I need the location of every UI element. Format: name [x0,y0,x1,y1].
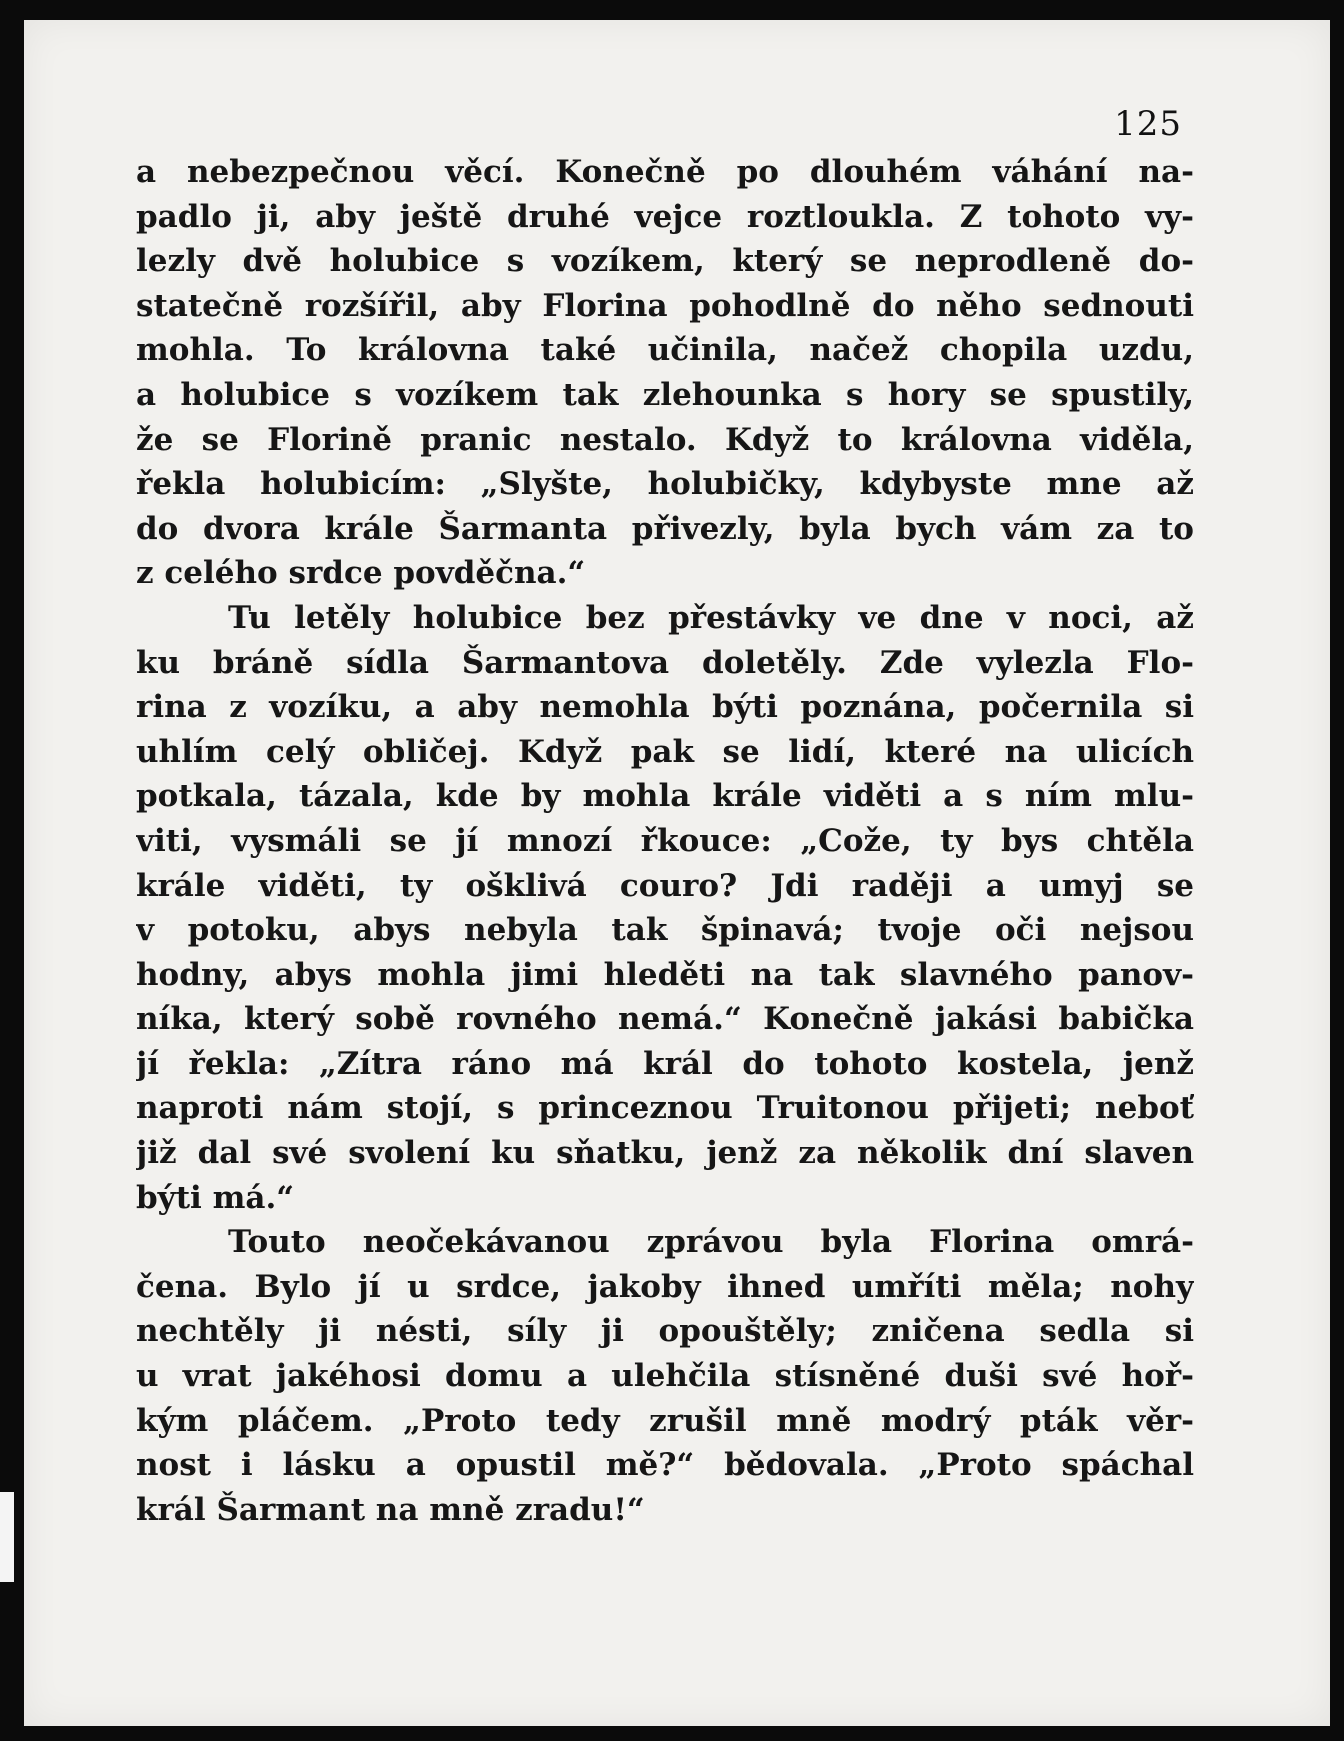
text-line: a holubice s vozíkem tak zlehounka s hory se spustily, [136,376,1194,413]
scan-edge-strip [0,1492,14,1582]
text-line: krále viděti, ty ošklivá couro? Jdi raději a umyj se [136,867,1194,904]
text-line: býti má.“ [136,1179,295,1216]
text-line: již dal své svolení ku sňatku, jenž za několik dní slaven [136,1135,1194,1172]
text-line: statečně rozšířil, aby Florina pohodlně do něho sednouti [136,287,1194,324]
text-line: v potoku, abys nebyla tak špinavá; tvoje oči nejsou [136,912,1194,949]
text-line: do dvora krále Šarmanta přivezly, byla bych vám za to [136,510,1194,547]
text-line: padlo ji, aby ještě druhé vejce roztloukla. Z tohoto vy- [136,198,1194,235]
text-line: naproti nám stojí, s princeznou Truitonou přijeti; neboť [136,1090,1194,1127]
text-line: jí řekla: „Zítra ráno má král do tohoto kostela, jenž [136,1045,1194,1082]
text-line: z celého srdce povděčna.“ [136,555,586,592]
text-line: nost i lásku a opustil mě?“ bědovala. „Proto spáchal [136,1447,1194,1484]
text-line: lezly dvě holubice s vozíkem, který se neprodleně do- [136,243,1194,280]
text-line: hodny, abys mohla jimi hleděti na tak slavného panov- [136,956,1194,993]
text-line: že se Florině pranic nestalo. Když to královna viděla, [136,421,1194,458]
text-line: kým pláčem. „Proto tedy zrušil mně modrý pták věr- [136,1402,1194,1439]
body-text [136,150,1194,1532]
text-line: Touto neočekávanou zprávou byla Florina omrá- [228,1224,1194,1261]
text-line: ku bráně sídla Šarmantova doletěly. Zde vylezla Flo- [136,644,1194,681]
text-line: a nebezpečnou věcí. Konečně po dlouhém váhání na- [136,154,1194,190]
text-line: u vrat jakéhosi domu a ulehčila stísněné duši své hoř- [136,1358,1194,1395]
text-line: níka, který sobě rovného nemá.“ Konečně jakási babička [136,1001,1194,1038]
text-line: řekla holubicím: „Slyšte, holubičky, kdybyste mne až [136,466,1194,503]
page-number: 125 [1114,104,1182,144]
text-line: Tu letěly holubice bez přestávky ve dne v noci, až [228,599,1194,636]
text-line: potkala, tázala, kde by mohla krále viděti a s ním mlu- [136,778,1194,815]
text-line: mohla. To královna také učinila, načež chopila uzdu, [136,332,1194,369]
text-line: nechtěly ji nésti, síly ji opouštěly; zničena sedla si [136,1313,1194,1350]
text-line: viti, vysmáli se jí mnozí řkouce: „Cože, ty bys chtěla [136,822,1194,859]
text-line: král Šarmant na mně zradu!“ [136,1491,645,1528]
text-line: rina z vozíku, a aby nemohla býti poznána, počernila si [136,689,1194,726]
text-line: čena. Bylo jí u srdce, jakoby ihned umříti měla; nohy [136,1268,1194,1305]
text-line: uhlím celý obličej. Když pak se lidí, které na ulicích [136,733,1194,770]
